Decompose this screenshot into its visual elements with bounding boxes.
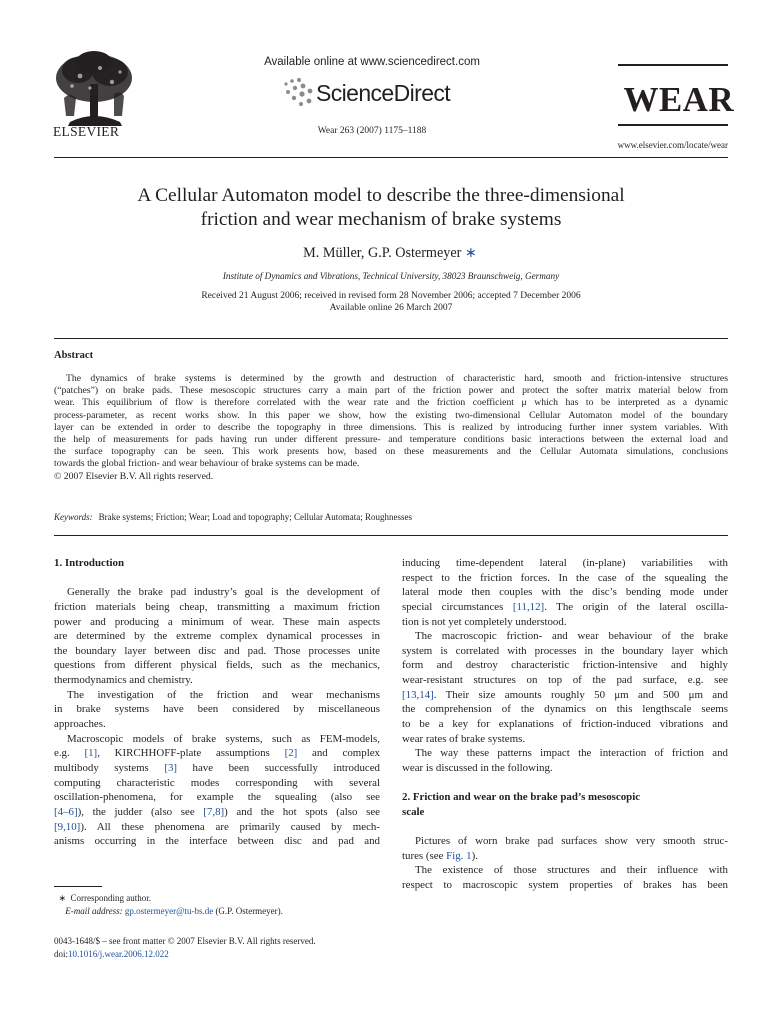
abstract-bottom-divider: [54, 535, 728, 536]
text-run: ). All these phenomena are primarily caused by mech-: [80, 820, 380, 833]
issn-line: 0043-1648/$ – see front matter © 2007 Elsevier B.V. All rights reserved.: [54, 936, 316, 946]
paragraph-line: [54, 746, 380, 761]
citation-link[interactable]: [13,14]: [402, 688, 434, 701]
journal-url-link[interactable]: www.elsevier.com/locate/wear: [617, 140, 728, 150]
footnote-rule: [54, 886, 102, 887]
paragraph-line: [402, 849, 728, 864]
text-run: e.g.: [54, 747, 85, 760]
paragraph-line: Pictures of worn brake pad surfaces show very smooth struc-: [415, 835, 728, 848]
paragraph-line: The existence of those structures and their influence with: [415, 864, 728, 877]
author-list: [0, 245, 768, 262]
paragraph-line: [54, 820, 380, 835]
keywords: [54, 512, 412, 522]
left-column: [54, 556, 380, 849]
paragraph-line: computing characteristic modes corresponding with several: [54, 776, 380, 789]
citation-link[interactable]: [2]: [284, 747, 298, 760]
paragraph-line: approaches.: [54, 718, 106, 731]
journal-top-rule: [618, 64, 728, 66]
footnote-mark: ∗: [58, 893, 67, 903]
section-2-heading-cont: scale: [402, 805, 425, 818]
citation-link[interactable]: [1]: [84, 747, 98, 760]
paragraph-line: to be a key for explanations of friction-induced vibrations and: [402, 718, 728, 731]
doi-link[interactable]: 10.1016/j.wear.2006.12.022: [68, 949, 169, 959]
text-run: multibody systems: [54, 761, 165, 774]
paragraph-line: [402, 600, 728, 615]
abstract-copyright: © 2007 Elsevier B.V. All rights reserved.: [54, 470, 214, 482]
corresponding-author-note: Corresponding author.: [70, 893, 152, 903]
paragraph-line: are determined by the extreme complex dynamical processes in: [54, 630, 380, 643]
paragraph-line: inducing time-dependent lateral (in-plane) variabilities with: [402, 557, 728, 569]
paragraph-line: The macroscopic friction- and wear behaviour of the brake: [415, 630, 728, 643]
text-run: . The origin of the lateral oscilla-: [544, 600, 728, 613]
paragraph-line: wear-resistant structures on top of the pad surface, e.g. see: [402, 674, 728, 687]
text-run: tures (see: [402, 849, 447, 862]
abstract-line: process-parameter, as recent works show. In this paper we show, how the existing two-dimensional Cellular Automaton model of the boundary: [54, 409, 728, 421]
text-run: , KIRCHHOFF-plate assumptions: [97, 747, 285, 760]
paragraph-line: The way these patterns impact the interaction of friction and: [415, 747, 728, 760]
citation-link[interactable]: [7,8]: [203, 805, 225, 818]
abstract-line: layer can be extended in order to describe the topography in three dimensions. This is realized by introducing further inner system variables. With: [54, 421, 728, 433]
paragraph-line: friction materials being cheap, transmitting a maximum friction: [54, 600, 380, 613]
paragraph-line: respect to macroscopic system properties of brakes has been: [402, 879, 728, 892]
journal-citation: Wear 263 (2007) 1175–1188: [317, 126, 427, 136]
paragraph-line: the comprehension of the dynamics on this lengthscale seems: [402, 703, 728, 716]
paragraph-line: wear rates of brake systems.: [402, 732, 526, 745]
available-online-date: Available online 26 March 2007: [329, 303, 453, 313]
title-line-2: friction and wear mechanism of brake systems: [200, 209, 562, 230]
doi-line: [54, 948, 316, 961]
paragraph-line: Generally the brake pad industry’s goal is the development of: [67, 586, 380, 599]
paragraph-line: [54, 805, 380, 820]
text-run: and complex: [297, 747, 381, 760]
text-run: ), the judder (also see: [77, 805, 204, 818]
header-divider: [54, 157, 728, 158]
text-run: ).: [471, 849, 478, 862]
paragraph-line: The investigation of the friction and wear mechanisms: [67, 688, 380, 701]
spacer: [402, 820, 728, 835]
doi-label: doi:: [54, 949, 69, 959]
affiliation: Institute of Dynamics and Vibrations, Technical University, 38023 Braunschweig, Germany: [222, 271, 560, 281]
publication-dates: [0, 290, 768, 314]
publisher-name: ELSEVIER: [53, 124, 120, 139]
footnote-line: [54, 905, 283, 918]
abstract-line: the surface topography can be seen. This work presents how, based on these measurements and the Cellular Automata simulations, conclusions: [54, 446, 728, 458]
abstract-line: (“patches”) on brake pads. These mesoscopic structures carry a main part of the friction power and protect the softer matrix material below from: [54, 385, 728, 397]
paragraph-line: [54, 761, 380, 776]
paragraph-line: [402, 688, 728, 703]
paragraph-line: questions from different physical fields, such as the mechanics,: [54, 659, 380, 672]
abstract-top-divider: [54, 338, 728, 339]
paragraph-line: Macroscopic models of brake systems, such as FEM-models,: [67, 732, 380, 745]
footnote: [54, 892, 283, 918]
sciencedirect-wordmark: ScienceDirect: [316, 80, 451, 106]
right-column: [402, 556, 728, 893]
paper-title: [60, 184, 702, 232]
citation-link[interactable]: [11,12]: [512, 600, 545, 613]
paragraph-line: system is correlated with processes in the boundary layer which: [402, 644, 728, 657]
section-1-heading: 1. Introduction: [54, 557, 124, 569]
paragraph-line: tion is not yet completely understood.: [402, 615, 567, 628]
paragraph-line: power and producing a minimum of wear. These main aspects: [54, 615, 380, 628]
text-run: have been successfully introduced: [177, 761, 381, 774]
keywords-list: Brake systems; Friction; Wear; Load and topography; Cellular Automata; Roughnesses: [98, 512, 412, 522]
abstract-line: The dynamics of brake systems is determined by the growth and destruction of characteristic hard, smooth and friction-intensive structures: [66, 373, 728, 384]
paragraph-line: anisms occurring in the interface between disc and pad and: [54, 835, 380, 848]
text-run: special circumstances: [402, 600, 513, 613]
abstract-line: wear. This equilibrium of flow is therefore correlated with the wear rate and the friction coefficient μ which has to be interpreted as a dynamic: [54, 397, 728, 409]
paragraph-line: oscillation-phenomena, for example the squealing (also see: [54, 791, 380, 804]
spacer: [54, 571, 380, 586]
abstract-line: towards the global friction- and wear behaviour of brake systems can be made.: [54, 458, 360, 470]
paragraph-line: wear is discussed in the following.: [402, 761, 553, 774]
paragraph-line: the boundary layer between disc and pad. Those processes unite: [54, 644, 380, 657]
citation-link[interactable]: [4–6]: [54, 805, 78, 818]
journal-bottom-rule: [618, 124, 728, 126]
text-run: ) and the hot spots (also see: [224, 805, 380, 818]
paragraph-line: respect to the friction forces. In the case of the squealing the: [402, 571, 728, 584]
footnote-line: [54, 892, 283, 905]
abstract-body: [54, 373, 728, 483]
paragraph-line: lateral mode then couples with the disc’s bending mode under: [402, 586, 728, 599]
keywords-label: Keywords:: [54, 512, 93, 522]
paragraph-line: thermodynamics and chemistry.: [54, 674, 193, 687]
abstract-line: the help of measurements for pads having run under different pressure- and temperature conditions basic interactions between the external load and: [54, 433, 728, 445]
citation-link[interactable]: [9,10]: [54, 820, 81, 833]
paragraph-line: in brake systems have been considered by miscellaneous: [54, 703, 380, 716]
author-names: M. Müller, G.P. Ostermeyer: [303, 245, 462, 261]
email-link[interactable]: gp.ostermeyer@tu-bs.de: [124, 906, 214, 916]
text-run: . Their size amounts roughly 50 μm and 500 μm and: [433, 688, 728, 701]
journal-name: WEAR: [623, 80, 734, 119]
citation-link[interactable]: [3]: [164, 761, 178, 774]
abstract-heading: Abstract: [54, 350, 94, 361]
title-line-1: A Cellular Automaton model to describe the three-dimensional: [137, 185, 625, 206]
figure-link[interactable]: Fig. 1: [446, 849, 472, 862]
available-online-notice: Available online at www.sciencedirect.com: [264, 56, 480, 68]
spacer: [402, 776, 728, 791]
section-2-heading: 2. Friction and wear on the brake pad’s mesoscopic: [402, 791, 641, 804]
email-owner: (G.P. Ostermeyer).: [213, 906, 283, 916]
paragraph-line: form and destroy characteristic friction-intensive and highly: [402, 659, 728, 672]
corresponding-author-mark[interactable]: ∗: [464, 245, 477, 261]
received-dates: Received 21 August 2006; received in revised form 28 November 2006; accepted 7 December 2006: [201, 291, 581, 301]
email-label: E-mail address:: [65, 906, 123, 916]
issn-footer: [54, 935, 316, 961]
